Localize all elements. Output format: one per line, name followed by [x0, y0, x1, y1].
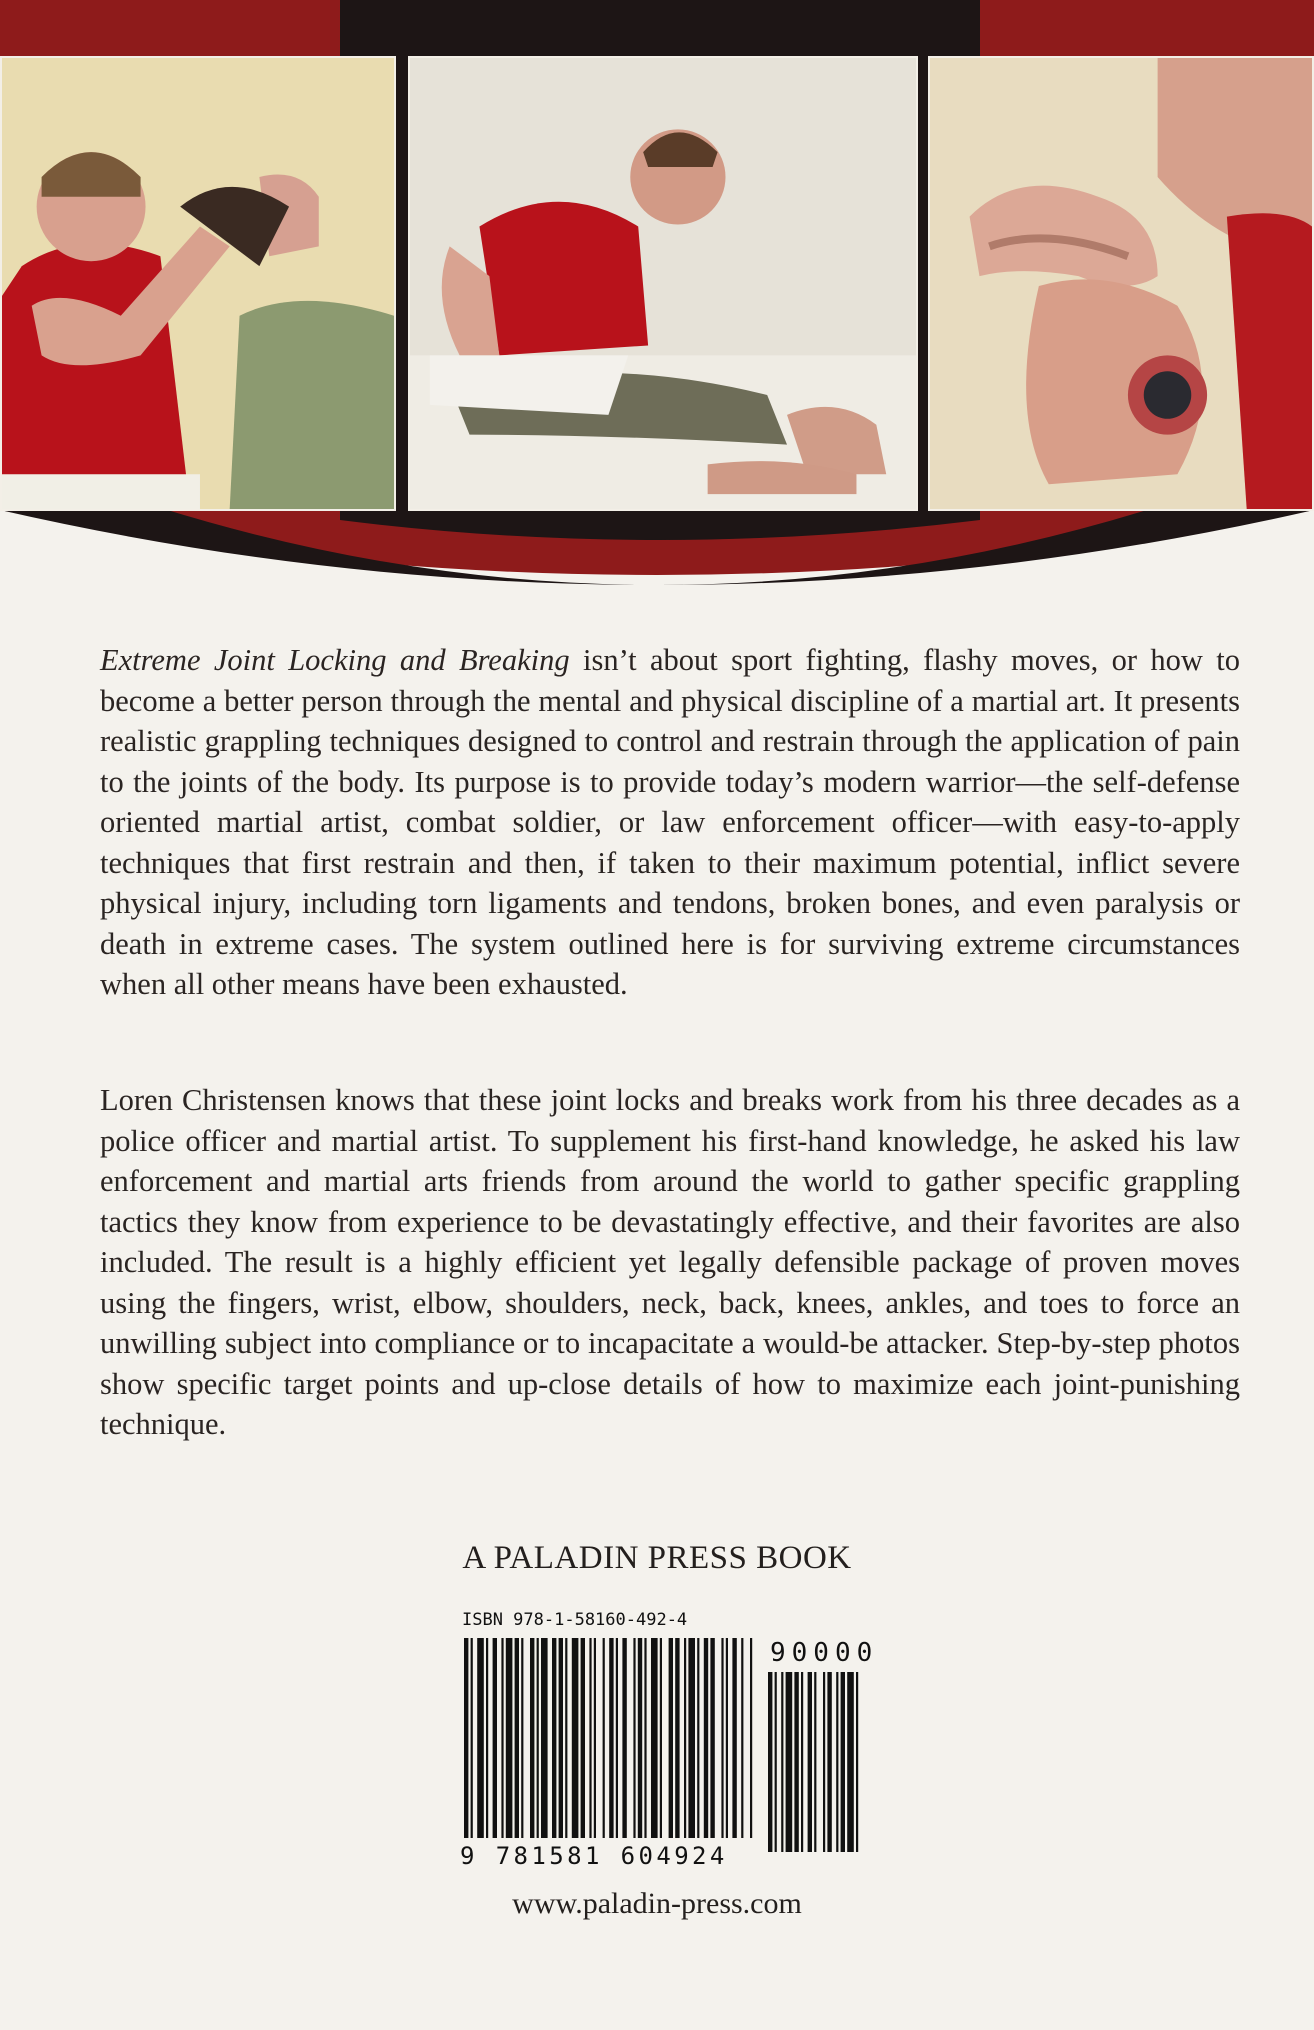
barcode-bar — [688, 1638, 695, 1838]
barcode-addon-bar — [827, 1672, 831, 1852]
barcode-bar — [750, 1638, 752, 1838]
barcode-bar — [726, 1638, 728, 1838]
barcode-bar — [594, 1638, 596, 1838]
barcode-bar — [660, 1638, 662, 1838]
description-paragraph-1 — [100, 640, 1240, 1005]
publisher-website: www.paladin-press.com — [512, 1887, 802, 1920]
barcode-bar — [616, 1638, 618, 1838]
barcode-addon-bar — [841, 1672, 845, 1852]
barcode-bar — [477, 1638, 484, 1838]
barcode-bar — [684, 1638, 686, 1838]
barcode-digits: 9 781581 604924 — [460, 1842, 728, 1870]
price-code: 90000 — [770, 1638, 879, 1668]
barcode-bar — [572, 1638, 579, 1838]
isbn-barcode — [460, 1610, 879, 1880]
barcode-addon-bar — [836, 1672, 838, 1852]
barcode-bar — [651, 1638, 658, 1838]
barcode-bar — [669, 1638, 673, 1838]
description-paragraph-2: Loren Christensen knows that these joint locks and breaks work from his three decades as a police officer and martial artist. To supplement his first-hand knowledge, he asked his law enforcement and martial arts friends from around the world to gather specific grappling tactics they know from experience to be devastatingly effective, and their favorites are also included. The result is a highly efficient yet legally defensible package of proven moves using the fingers, wrist, elbow, shoulders, neck, back, knees, ankles, and toes to force an unwilling subject into compliance or to incapacitate a would-be attacker. Step-by-step photos show specific target points and up-close details of how to maximize each joint-punishing technique. — [100, 1083, 1240, 1441]
barcode-bar — [581, 1638, 585, 1838]
isbn-text: ISBN 978-1-58160-492-4 — [462, 1610, 688, 1630]
barcode-bar — [697, 1638, 699, 1838]
barcode-bar — [622, 1638, 626, 1838]
barcode-bar — [609, 1638, 613, 1838]
barcode-bar — [589, 1638, 591, 1838]
photo-chin-push-restraint — [0, 56, 396, 511]
barcode-bar — [515, 1638, 519, 1838]
barcode-bar — [565, 1638, 567, 1838]
barcode-bar — [644, 1638, 646, 1838]
barcode-bar — [486, 1638, 488, 1838]
barcode-bar — [493, 1638, 497, 1838]
barcode-addon-bar — [768, 1672, 772, 1852]
barcode-bar — [633, 1638, 635, 1838]
photo-arm-lock-closeup — [928, 56, 1314, 511]
barcode-bar — [741, 1638, 743, 1838]
barcode-bar — [675, 1638, 679, 1838]
barcode-addon-bar — [856, 1672, 858, 1852]
barcode-bar — [559, 1638, 563, 1838]
barcode-bar — [710, 1638, 714, 1838]
barcode-bar — [603, 1638, 605, 1838]
book-title-italic: Extreme Joint Locking and Breaking — [100, 643, 570, 677]
barcode-addon-bar — [775, 1672, 777, 1852]
description-paragraph-1-text: isn’t about sport fighting, flashy moves, or how to become a better person through the mental and physical discipline of a martial art. It presents realistic grappling techniques designed to control and restrain through the application of pain to the joints of the body. Its purpose is to provide today’s modern warrior—the self-defense oriented martial artist, combat soldier, or law enforcement officer—with easy-to-apply techniques that first restrain and then, if taken to their maximum potential, inflict severe physical injury, including torn ligaments and tendons, broken bones, and even paralysis or death in extreme cases. The system outlined here is for surviving extreme circumstances when all other means have been exhausted. — [100, 643, 1240, 1001]
barcode-addon-bar — [781, 1672, 783, 1852]
barcode-addon-bar — [801, 1672, 803, 1852]
barcode-addon-bar — [823, 1672, 825, 1852]
barcode-bar — [638, 1638, 642, 1838]
barcode-bar — [552, 1638, 556, 1838]
barcode-addon-bar — [786, 1672, 793, 1852]
barcode-addon-bar — [808, 1672, 812, 1852]
barcode-addon-bar — [847, 1672, 854, 1852]
barcode-addon-bar — [814, 1672, 816, 1852]
barcode-bar — [721, 1638, 723, 1838]
barcode-bar — [471, 1638, 473, 1838]
barcode-bars — [460, 1638, 860, 1853]
barcode-bar — [464, 1638, 468, 1838]
barcode-bar — [521, 1638, 523, 1838]
publisher-line: A PALADIN PRESS BOOK — [462, 1540, 852, 1576]
barcode-bar — [541, 1638, 548, 1838]
barcode-bar — [501, 1638, 503, 1838]
barcode-bar — [530, 1638, 534, 1838]
barcode-bar — [704, 1638, 708, 1838]
barcode-bar — [537, 1638, 539, 1838]
barcode-bar — [732, 1638, 736, 1838]
photo-leg-lock-takedown — [408, 56, 918, 511]
barcode-bar — [506, 1638, 513, 1838]
barcode-addon-bar — [794, 1672, 798, 1852]
